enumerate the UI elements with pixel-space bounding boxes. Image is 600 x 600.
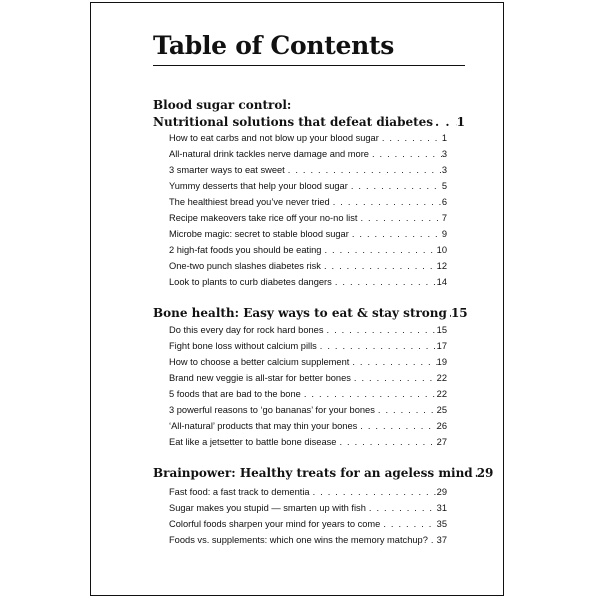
- toc-entry: [169, 165, 447, 180]
- entry-page-number: 31: [436, 503, 447, 513]
- entry-page-number: 3: [441, 165, 447, 175]
- entry-page-number: 12: [436, 261, 447, 271]
- entry-page-number: 25: [436, 405, 447, 415]
- entry-title: Foods vs. supplements: which one wins the memory matchup?: [169, 535, 428, 545]
- toc-entry: [169, 261, 447, 276]
- dot-leader: [349, 357, 436, 367]
- dot-leader: [285, 165, 442, 175]
- entry-title: Eat like a jetsetter to battle bone disease: [169, 437, 337, 447]
- dot-leader: [301, 389, 437, 399]
- entry-page-number: 5: [441, 181, 447, 191]
- dot-leader: [366, 503, 437, 513]
- toc-entry: [169, 197, 447, 212]
- entry-title: Fast food: a fast track to dementia: [169, 487, 310, 497]
- section-page-number: 1: [456, 115, 465, 129]
- entry-title: Do this every day for rock hard bones: [169, 325, 324, 335]
- toc-entry: [169, 181, 447, 196]
- dot-leader: [357, 421, 436, 431]
- entry-title: 3 powerful reasons to ‘go bananas’ for your bones: [169, 405, 375, 415]
- entry-title: ‘All-natural’ products that may thin your bones: [169, 421, 358, 431]
- section-heading-bone-health: [153, 305, 468, 322]
- toc-entry: [169, 133, 447, 148]
- entry-title: Microbe magic: secret to stable blood sugar: [169, 229, 349, 239]
- toc-entry: [169, 519, 447, 534]
- entry-title: How to choose a better calcium supplement: [169, 357, 350, 367]
- entry-page-number: 35: [436, 519, 447, 529]
- toc-entry: [169, 245, 447, 260]
- entry-page-number: 15: [436, 325, 447, 335]
- toc-entry: [169, 503, 447, 518]
- entry-title: Yummy desserts that help your blood sugar: [169, 181, 348, 191]
- page-title: Table of Contents: [153, 31, 395, 60]
- entry-title: Brand new veggie is all-star for better bones: [169, 373, 351, 383]
- entry-page-number: 10: [436, 245, 447, 255]
- dot-leader: [351, 373, 437, 383]
- toc-entry: [169, 487, 447, 502]
- dot-leader: [433, 114, 457, 131]
- dot-leader: [375, 405, 437, 415]
- entry-title: 3 smarter ways to eat sweet: [169, 165, 285, 175]
- toc-entry: [169, 421, 447, 436]
- dot-leader: [428, 535, 437, 545]
- section-page-number: 15: [450, 306, 468, 320]
- entry-title: All-natural drink tackles nerve damage and more: [169, 149, 369, 159]
- dot-leader: [380, 519, 436, 529]
- entry-title: Recipe makeovers take rice off your no-no list: [169, 213, 358, 223]
- toc-entry: [169, 357, 447, 372]
- entry-page-number: 14: [436, 277, 447, 287]
- book-page: [90, 2, 504, 596]
- entry-title: Sugar makes you stupid — smarten up with fish: [169, 503, 366, 513]
- dot-leader: [310, 487, 437, 497]
- section-heading-line1: Blood sugar control:: [153, 98, 292, 112]
- entry-page-number: 3: [441, 149, 447, 159]
- entry-page-number: 7: [441, 213, 447, 223]
- entry-page-number: 22: [436, 389, 447, 399]
- entry-page-number: 22: [436, 373, 447, 383]
- entry-title: One-two punch slashes diabetes risk: [169, 261, 321, 271]
- section-heading-line1: Bone health: Easy ways to eat & stay strong: [153, 306, 447, 320]
- toc-entry: [169, 373, 447, 388]
- toc-entry: [169, 213, 447, 228]
- toc-entry: [169, 389, 447, 404]
- entry-page-number: 9: [441, 229, 447, 239]
- entry-page-number: 19: [436, 357, 447, 367]
- dot-leader: [349, 229, 442, 239]
- entry-title: Fight bone loss without calcium pills: [169, 341, 317, 351]
- toc-entry: [169, 149, 447, 164]
- dot-leader: [369, 149, 442, 159]
- entry-title: How to eat carbs and not blow up your blood sugar: [169, 133, 379, 143]
- entry-page-number: 6: [441, 197, 447, 207]
- dot-leader: [332, 277, 437, 287]
- dot-leader: [379, 133, 442, 143]
- entry-title: The healthiest bread you’ve never tried: [169, 197, 330, 207]
- toc-entry: [169, 229, 447, 244]
- dot-leader: [321, 261, 437, 271]
- dot-leader: [324, 325, 437, 335]
- toc-entry: [169, 277, 447, 292]
- toc-entry: [169, 437, 447, 452]
- toc-entry: [169, 341, 447, 356]
- entry-page-number: 1: [441, 133, 447, 143]
- dot-leader: [321, 245, 436, 255]
- entry-page-number: 29: [436, 487, 447, 497]
- dot-leader: [317, 341, 437, 351]
- entry-title: 2 high-fat foods you should be eating: [169, 245, 322, 255]
- entry-page-number: 26: [436, 421, 447, 431]
- entry-title: 5 foods that are bad to the bone: [169, 389, 301, 399]
- dot-leader: [336, 437, 436, 447]
- dot-leader: [357, 213, 441, 223]
- title-rule: [153, 65, 465, 66]
- entry-page-number: 17: [436, 341, 447, 351]
- toc-entry: [169, 325, 447, 340]
- section-heading-blood-sugar: [153, 97, 465, 131]
- section-heading-brainpower: [153, 465, 494, 482]
- toc-entry: [169, 405, 447, 420]
- dot-leader: [330, 197, 442, 207]
- section-heading-line1: Brainpower: Healthy treats for an ageless mind: [153, 466, 473, 480]
- entry-title: Look to plants to curb diabetes dangers: [169, 277, 332, 287]
- section-page-number: 29: [476, 466, 494, 480]
- entry-page-number: 37: [436, 535, 447, 545]
- entry-title: Colorful foods sharpen your mind for years to come: [169, 519, 381, 529]
- dot-leader: [348, 181, 442, 191]
- toc-entry: [169, 535, 447, 550]
- entry-page-number: 27: [436, 437, 447, 447]
- section-heading-line2: Nutritional solutions that defeat diabetes: [153, 115, 434, 129]
